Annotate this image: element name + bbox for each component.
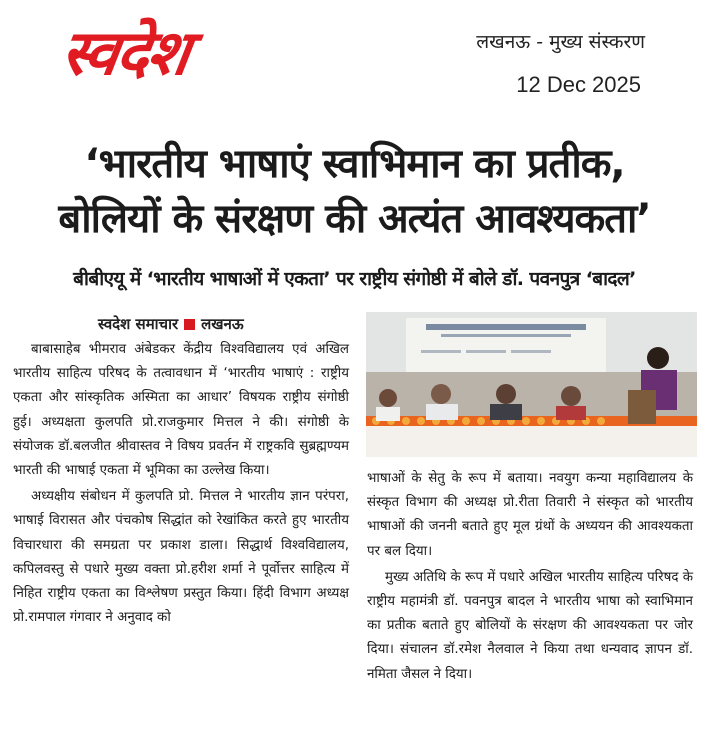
publication-date: 12 Dec 2025 — [516, 72, 641, 97]
event-photo-illustration — [366, 312, 697, 457]
paragraph: भाषाओं के सेतु के रूप में बताया। नवयुग कन्या महाविद्यालय के संस्कृत विभाग की अध्यक्ष प्रो.रीता तिवारी ने संस्कृत को भारतीय भाषाओं की जननी बताते हुए मूल ग्रंथों के अध्ययन की आवश्यकता पर बल दिया। — [367, 471, 693, 559]
headline-line-2: बोलियों के संरक्षण की अत्यंत आवश्यकता’ — [58, 196, 651, 242]
newspaper-masthead: स्वदेश — [56, 16, 193, 89]
subheadline: बीबीएयू में ‘भारतीय भाषाओं में एकता’ पर राष्ट्रीय संगोष्ठी में बोले डॉ. पवनपुत्र ‘बादल’ — [73, 268, 636, 290]
byline-city: लखनऊ — [201, 315, 244, 333]
paragraph: बाबासाहेब भीमराव अंबेडकर केंद्रीय विश्वविद्यालय एवं अखिल भारतीय साहित्य परिषद के तत्वावधान में ‘भारतीय भाषाएं : राष्ट्रीय एकता और सांस्कृतिक अस्मिता का आधार’ विषयक राष्ट्रीय संगोष्ठी हुई। अध्यक्षता कुलपति प्रो.राजकुमार मित्तल ने की। संगोष्ठी के संयोजक डॉ.बलजीत श्रीवास्तव ने विषय प्रवर्तन में राष्ट्रकवि सुब्रह्मण्यम भारती की भाषाई एकता में भूमिका का उल्लेख किया। — [13, 342, 349, 479]
paragraph: मुख्य अतिथि के रूप में पधारे अखिल भारतीय साहित्य परिषद के राष्ट्रीय महामंत्री डॉ. पवनपुत्र बादल ने भारतीय भाषा को स्वाभिमान का प्रतीक बताते हुए बोलियों के संरक्षण की आवश्यकता पर जोर दिया। संचालन डॉ.रमेश नैलवाल ने किया तथा धन्यवाद ज्ञापन डॉ. नमिता जैसल ने दिया। — [367, 569, 694, 682]
byline-source: स्वदेश समाचार — [98, 315, 179, 333]
article-column-right — [367, 467, 693, 687]
headline-line-1: ‘भारतीय भाषाएं स्वाभिमान का प्रतीक, — [84, 141, 625, 187]
edition-label: लखनऊ - मुख्य संस्करण — [476, 31, 645, 53]
article-column-left — [13, 338, 349, 630]
byline — [98, 314, 244, 334]
paragraph: अध्यक्षीय संबोधन में कुलपति प्रो. मित्तल ने भारतीय ज्ञान परंपरा, भाषाई विरासत और पंचकोष सिद्धांत को रेखांकित करते हुए भारतीय विचारधारा की समग्रता पर प्रकाश डाला। सिद्धार्थ विश्वविद्यालय, कपिलवस्तु से पधारे मुख्य वक्ता प्रो.हरीश शर्मा ने पूर्वोत्तर साहित्य में निहित राष्ट्रीय एकता का विश्लेषण प्रस्तुत किया। हिंदी विभाग अध्यक्ष प्रो.रामपाल गंगवार ने अनुवाद को — [13, 489, 349, 626]
byline-separator-icon — [184, 319, 195, 330]
event-photo — [366, 312, 697, 457]
